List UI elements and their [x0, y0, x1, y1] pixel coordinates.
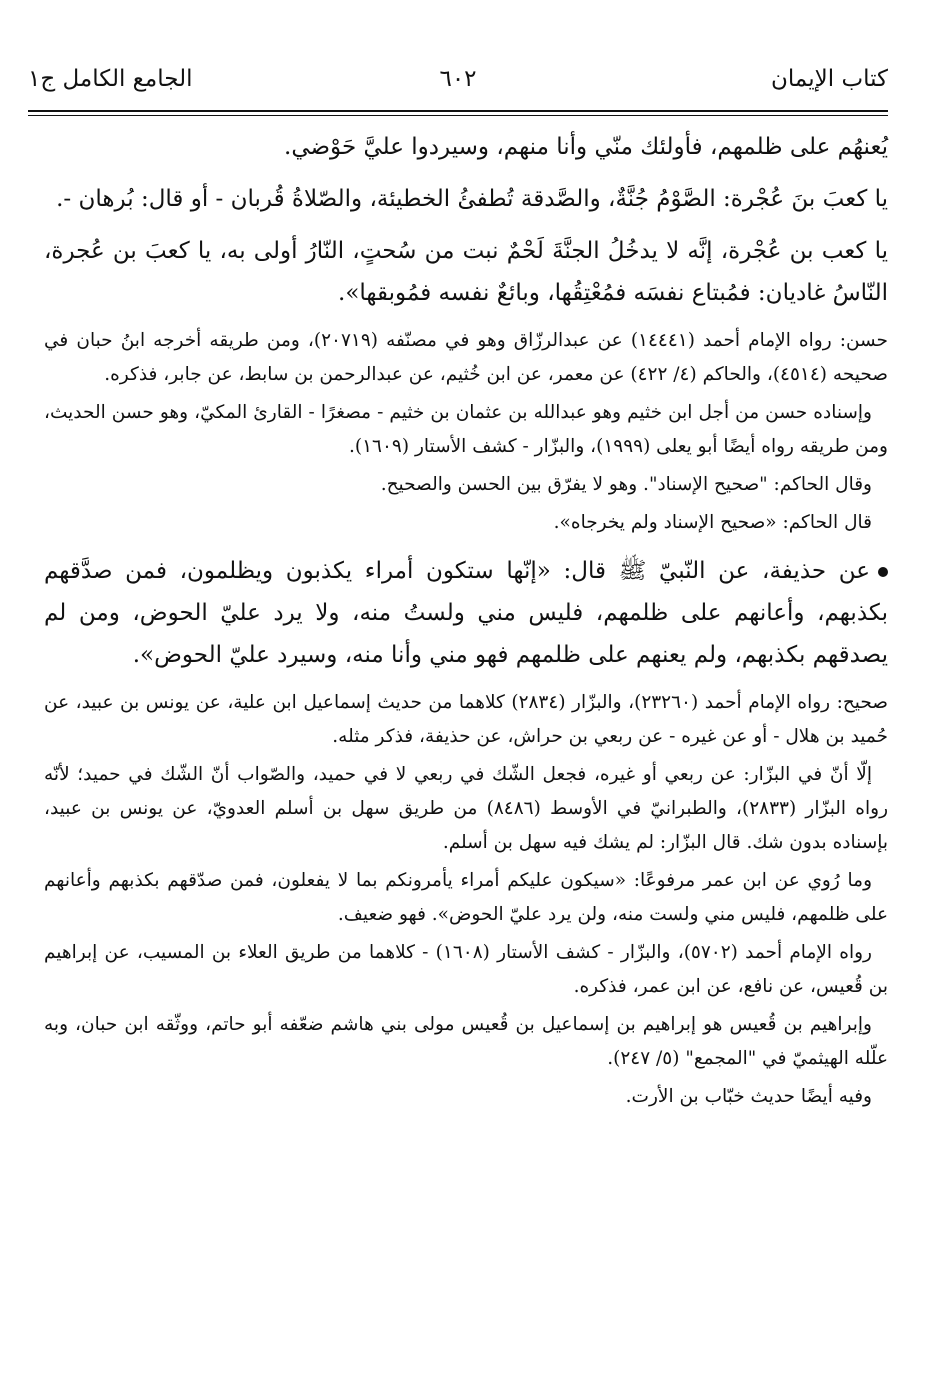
commentary-paragraph: وإبراهيم بن قُعيس هو إبراهيم بن إسماعيل بن قُعيس مولى بني هاشم ضعّفه أبو حاتم، ووثّقه ابن حبان، وبه علّله الهيثميّ في "المجمع" (٥/ ٢٤٧).: [44, 1014, 888, 1069]
commentary-paragraph: صحيح: رواه الإمام أحمد (٢٣٢٦٠)، والبزّار (٢٨٣٤) كلاهما من حديث إسماعيل ابن علية، عن يونس بن عبيد، عن حُميد بن هلال - أو عن غيره - عن ربعي بن حراش، عن حذيفة، فذكر مثله.: [44, 692, 889, 747]
bullet-icon: [878, 567, 888, 577]
commentary-paragraph: وقال الحاكم: "صحيح الإسناد". وهو لا يفرّق بين الحسن والصحيح.: [380, 474, 872, 495]
commentary-paragraph: وما رُوي عن ابن عمر مرفوعًا: «سيكون عليكم أمراء يأمرونكم بما لا يفعلون، فمن صدّقهم بكذبهم وأعانهم على ظلمهم، فليس مني ولست منه، ولن يرد عليّ الحوض». فهو ضعيف.: [44, 870, 888, 925]
hadith-text-paragraph: يا كعبَ بنَ عُجْرة: الصَّوْمُ جُنَّةٌ، والصَّدقة تُطفئُ الخطيئة، والصّلاةُ قُربان - أو قال: بُرهان -.: [56, 186, 888, 212]
header-rule: [28, 110, 888, 112]
commentary-paragraph: قال الحاكم: «صحيح الإسناد ولم يخرجاه».: [553, 512, 872, 533]
book-title: الجامع الكامل ج١: [28, 66, 193, 92]
commentary-paragraph: وفيه أيضًا حديث خبّاب بن الأرت.: [625, 1086, 872, 1107]
page-body: [44, 126, 888, 1118]
commentary-paragraph: وإسناده حسن من أجل ابن خثيم وهو عبدالله بن عثمان بن خثيم - مصغرًا - القارئ المكيّ، وهو حسن الحديث، ومن طريقه رواه أيضًا أبو يعلى (١٩٩٩)، والبزّار - كشف الأستار (١٦٠٩).: [44, 402, 888, 457]
commentary-paragraph: حسن: رواه الإمام أحمد (١٤٤٤١) عن عبدالرزّاق وهو في مصنّفه (٢٠٧١٩)، ومن طريقه أخرجه ابنُ حبان في صحيحه (٤٥١٤)، والحاكم (٤/ ٤٢٢) عن معمر، عن ابن خُثيم، عن عبدالرحمن بن سابط، عن جابر، فذكره.: [44, 330, 888, 385]
page-header: [28, 62, 888, 106]
hadith-entry: [44, 550, 888, 676]
hadith-text-line: يُعنهُم على ظلمهم، فأولئك منّي وأنا منهم، وسيردوا عليَّ حَوْضي.: [284, 134, 888, 160]
hadith-entry-text: عن حذيفة، عن النّبيّ ﷺ قال: «إنّها ستكون أمراء يكذبون ويظلمون، فمن صدَّقهم بكذبهم، وأعانهم على ظلمهم، فليس مني ولستُ منه، ولا يرد عليّ الحوض، ومن لم يصدقهم بكذبهم، ولم يعنهم على ظلمهم فهو مني وأنا منه، وسيرد عليّ الحوض».: [44, 558, 888, 668]
hadith-text-paragraph: يا كعب بن عُجْرة، إنَّه لا يدخُلُ الجنَّةَ لَحْمٌ نبت من سُحتٍ، النّارُ أولى به، يا كعبَ بن عُجرة، النّاسُ غاديان: فمُبتاع نفسَه فمُعْتِقُها، وبائعٌ نفسه فمُوبقها».: [44, 238, 888, 306]
page-number: ٦٠٢: [439, 66, 477, 92]
commentary-paragraph: رواه الإمام أحمد (٥٧٠٢)، والبزّار - كشف الأستار (١٦٠٨) - كلاهما من طريق العلاء بن المسيب، عن إبراهيم بن قُعيس، عن نافع، عن ابن عمر، فذكره.: [44, 942, 888, 997]
chapter-title: كتاب الإيمان: [771, 66, 888, 92]
header-rule-thin: [28, 115, 888, 116]
commentary-paragraph: إلّا أنّ في البزّار: عن ربعي أو غيره، فجعل الشّك في ربعي لا في حميد، والصّواب أنّ الشّك في حميد؛ لأنّه رواه البزّار (٢٨٣٣)، والطبرانيّ في الأوسط (٨٤٨٦) من طريق سهل بن أسلم العدويّ، عن يونس بن عبيد، بإسناده بدون شك. قال البزّار: لم يشك فيه سهل بن أسلم.: [44, 764, 888, 853]
